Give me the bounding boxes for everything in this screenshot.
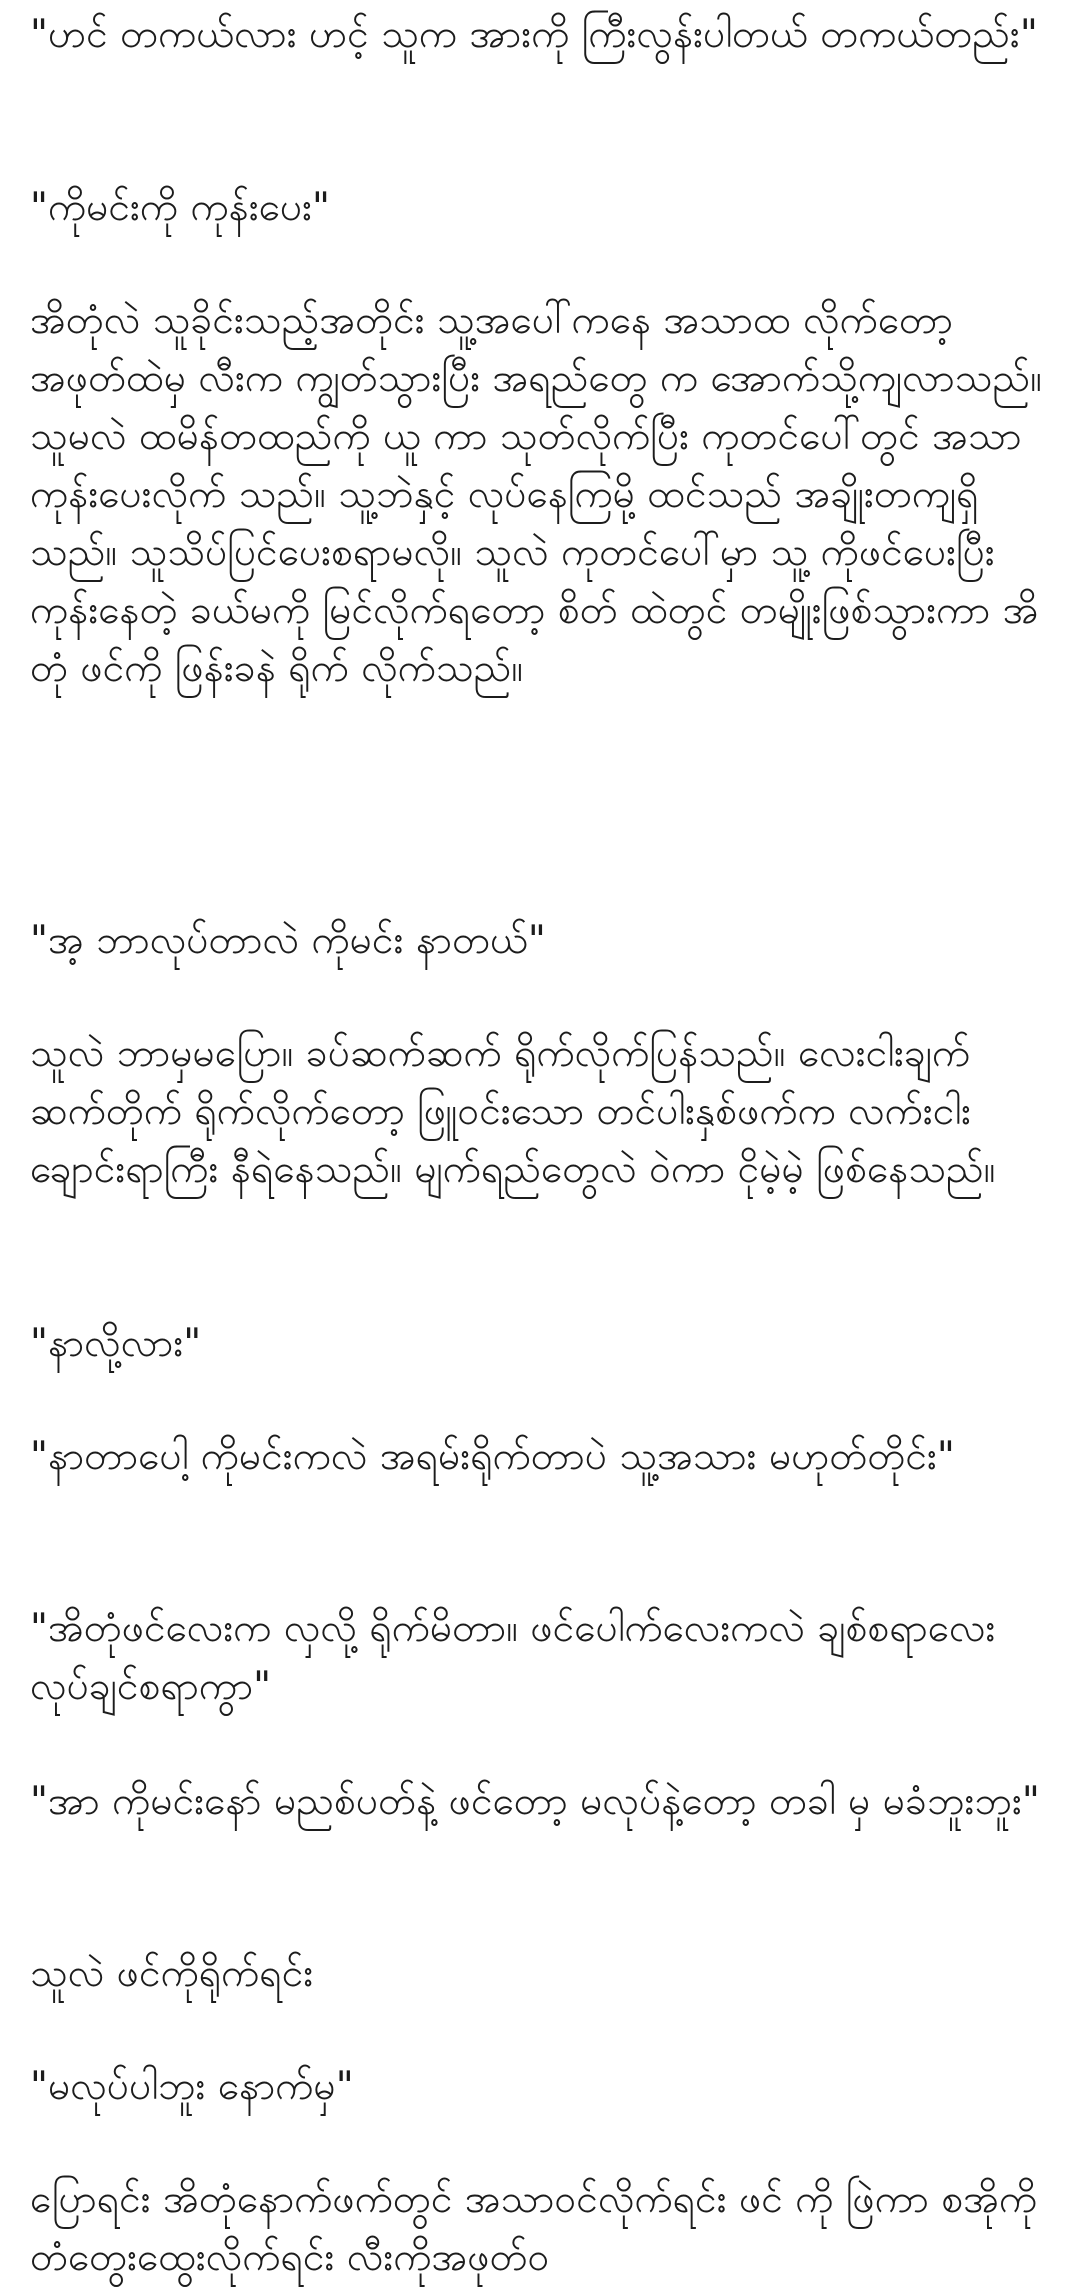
story-paragraph: "မလုပ်ပါဘူး နောက်မှ" xyxy=(30,2064,354,2109)
story-paragraph: "အ့ ဘာလုပ်တာလဲ ကိုမင်း နာတယ်" xyxy=(30,918,546,963)
story-paragraph: "ဟင် တကယ်လား ဟင့် သူက အားကို ကြီးလွန်းပါတယ် တကယ်တည်း" xyxy=(30,12,1038,57)
story-paragraph: အိတုံလဲ သူခိုင်းသည့်အတိုင်း သူ့အပေါ်ကနေ အသာထ လိုက်တော့ အဖုတ်ထဲမှ လီးက ကျွတ်သွားပြီး အရည်တွေ က အောက်သို့ကျလာသည်။ သူမလဲ ထမိန်တထည်ကို ယူ ကာ သုတ်လိုက်ပြီး ကုတင်ပေါ်တွင် အသာကုန်းပေးလိုက် သည်။ သူ့ဘဲနှင့် လုပ်နေကြမို့ ထင်သည် အချိုးတကျရှိ သည်။ သူသိပ်ပြင်ပေးစရာမလို။ သူလဲ ကုတင်ပေါ်မှာ သူ့ ကိုဖင်ပေးပြီးကုန်းနေတဲ့ ခယ်မကို မြင်လိုက်ရတော့ စိတ် ထဲတွင် တမျိုးဖြစ်သွားကာ အိတုံ ဖင်ကို ဖြန်းခနဲ ရိုက် လိုက်သည်။ xyxy=(30,298,1043,691)
article-body xyxy=(30,0,1060,2287)
story-paragraph: သူလဲ ဘာမှမပြော။ ခပ်ဆက်ဆက် ရိုက်လိုက်ပြန်သည်။ လေးငါးချက် ဆက်တိုက် ရိုက်လိုက်တော့ ဖြူဝင်းသော တင်ပါးနှစ်ဖက်က လက်းငါးချောင်းရာကြီး နီရဲနေသည်။ မျက်ရည်တွေလဲ ဝဲကာ ငိုမဲ့မဲ့ ဖြစ်နေသည်။ xyxy=(30,1031,996,1192)
story-paragraph: သူလဲ ဖင်ကိုရိုက်ရင်း xyxy=(30,1951,314,1996)
story-paragraph: "အာ ကိုမင်းနော် မညစ်ပတ်နဲ့ ဖင်တော့ မလုပ်နဲ့တော့ တခါ မှ မခံဘူးဘူး" xyxy=(30,1779,1040,1824)
story-paragraph: "နာတာပေါ့ ကိုမင်းကလဲ အရမ်းရိုက်တာပဲ သူ့အသား မဟုတ်တိုင်း" xyxy=(30,1434,955,1479)
story-paragraph: ပြောရင်း အိတုံနောက်ဖက်တွင် အသာဝင်လိုက်ရင်း ဖင် ကို ဖြဲကာ စအိုကို တံတွေးထွေးလိုက်ရင်း လီးကိုအဖုတ်ဝ xyxy=(30,2177,1038,2280)
story-paragraph: "ကိုမင်းကို ကုန်းပေး" xyxy=(30,185,330,230)
story-paragraph: "အိတုံဖင်လေးက လှလို့ ရိုက်မိတာ။ ဖင်ပေါက်လေးကလဲ ချစ်စရာလေး လုပ်ချင်စရာကွာ" xyxy=(30,1606,996,1709)
story-paragraph: "နာလို့လား" xyxy=(30,1321,202,1366)
